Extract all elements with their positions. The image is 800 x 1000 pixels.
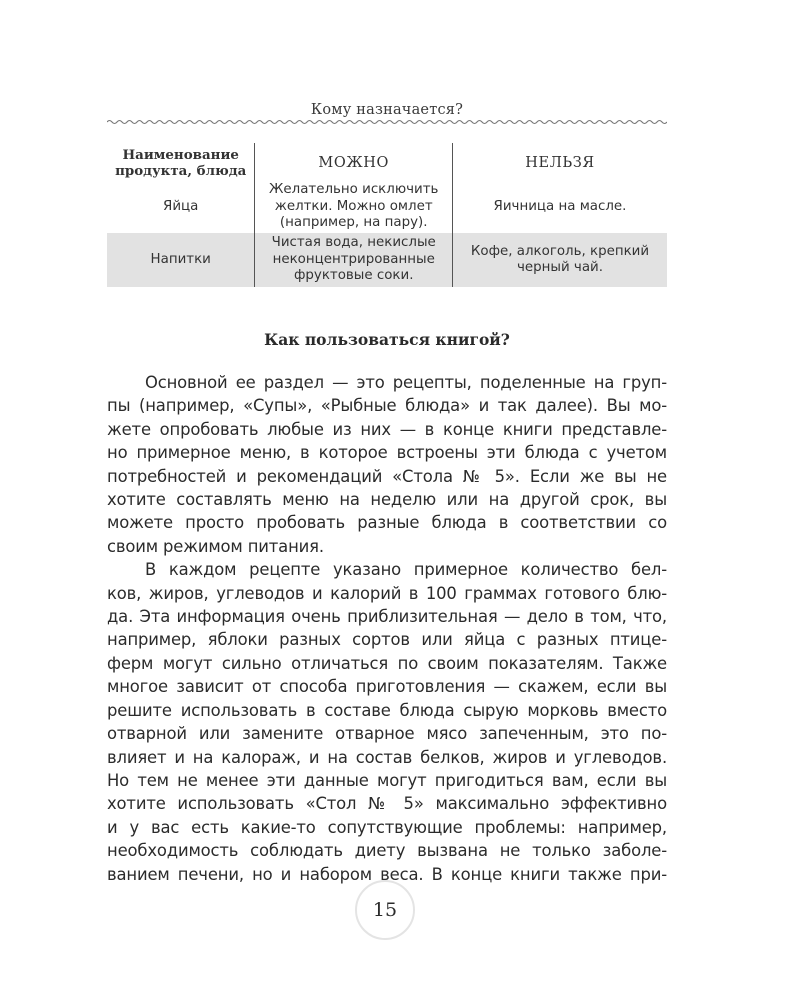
body-text (107, 371, 667, 886)
text-line: многое зависит от способа приготовления — скажем, если вы (107, 677, 667, 697)
cell-forbidden: Яичница на масле. (493, 198, 627, 214)
section-title: Как пользоваться книгой? (264, 330, 510, 349)
header-allowed: МОЖНО (255, 143, 453, 181)
text-line: хотите составлять меню на неделю или на другой срок, вы (107, 490, 667, 510)
text-line: но примерное меню, в которое встроены эти блюда с учетом (107, 443, 667, 463)
header-forbidden: НЕЛЬЗЯ (525, 155, 595, 171)
text-line: ферм могут сильно отличаться по своим показателям. Также (107, 653, 667, 673)
text-line: отварной или замените отварное мясо запеченным, это по- (107, 724, 667, 744)
text-line: В каждом рецепте указано примерное количество бел- (145, 560, 667, 580)
text-line: Основной ее раздел — это рецепты, поделенные на груп- (145, 373, 667, 392)
table-row (107, 233, 667, 287)
text-line: необходимость соблюдать диету вызвана не только заболе- (107, 841, 667, 861)
wavy-divider (107, 118, 667, 126)
text-line: жете опробовать любые из них — в конце книги представле- (107, 419, 667, 439)
table-header-row (107, 143, 667, 181)
cell-product: Яйца (107, 181, 255, 233)
running-head: Кому назначается? (310, 102, 464, 118)
text-line: ков, жиров, углеводов и калорий в 100 граммах готового блю- (107, 583, 667, 603)
cell-allowed: Желательно исключить желтки. Можно омлет (например, на пару). (255, 181, 453, 233)
paragraph-2 (107, 558, 667, 886)
table-row (107, 181, 667, 233)
paragraph-1 (107, 371, 667, 558)
header-product-line-1: Наименование (122, 147, 239, 163)
diet-table (107, 143, 667, 287)
text-line: хотите использовать «Стол № 5» максимально эффективно (107, 794, 667, 814)
text-line: пы (например, «Супы», «Рыбные блюда» и так далее). Вы мо- (107, 396, 667, 416)
text-line: можете просто пробовать разные блюда в соответствии со (107, 513, 667, 533)
cell-product: Напитки (107, 233, 255, 287)
header-product-line-2: продукта, блюда (115, 163, 247, 179)
page-number (355, 880, 415, 940)
header-product (107, 143, 255, 181)
text-line: и у вас есть какие-то сопутствующие проблемы: например, (107, 817, 667, 837)
text-line: потребностей и рекомендаций «Стола № 5». Если же вы не (107, 466, 667, 486)
text-line: Но тем не менее эти данные могут пригодиться вам, если вы (107, 770, 667, 790)
cell-forbidden: Кофе, алкоголь, крепкий черный чай. (470, 243, 650, 275)
text-line: да. Эта информация очень приблизительная — дело в том, что, (107, 607, 667, 627)
page-number-text: 15 (372, 899, 398, 921)
text-line: влияет и на калораж, и на состав белков, жиров и углеводов. (107, 747, 667, 767)
text-line: решите использовать в составе блюда сырую морковь вместо (107, 700, 667, 720)
text-line: например, яблоки разных сортов или яйца с разных птице- (107, 630, 667, 650)
text-line: ванием печени, но и набором веса. В конце книги также при- (107, 864, 667, 884)
cell-allowed: Чистая вода, некислые неконцентрированные фруктовые соки. (255, 233, 453, 287)
text-line: своим режимом питания. (107, 536, 324, 556)
